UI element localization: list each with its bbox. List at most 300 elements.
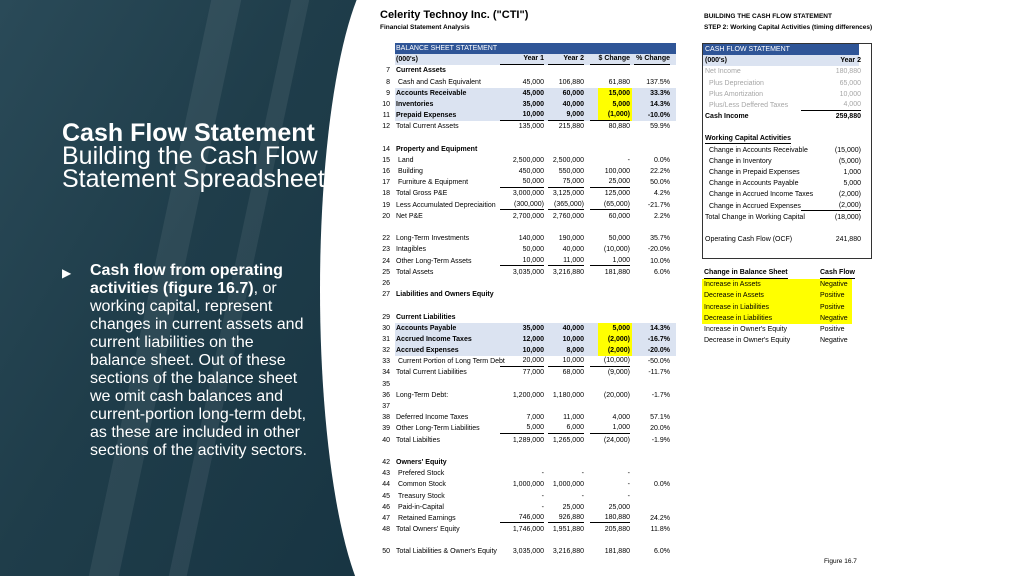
row-label: Cash and Cash Equivalent xyxy=(398,78,481,86)
table-row xyxy=(380,401,680,412)
cash-flow-label: Cash Income xyxy=(705,113,749,121)
row-number: 46 xyxy=(382,503,390,511)
table-row xyxy=(380,65,680,76)
cell-year1: 3,035,000 xyxy=(512,268,544,276)
cell-dollar-change: 205,880 xyxy=(604,526,630,534)
cell-year2: 3,125,000 xyxy=(552,190,584,198)
cash-flow-value: 10,000 xyxy=(839,90,861,98)
cash-flow-row xyxy=(703,145,871,156)
table-row xyxy=(380,300,680,311)
change-table-header xyxy=(702,268,862,279)
cash-flow-row xyxy=(703,212,871,223)
cell-dollar-change: (9,000) xyxy=(607,369,630,377)
table-row xyxy=(380,133,680,144)
row-label: Prefered Stock xyxy=(398,470,445,478)
cell-dollar-change: 4,000 xyxy=(612,414,630,422)
row-number: 10 xyxy=(382,100,390,108)
cell-dollar-change: (20,000) xyxy=(603,391,630,399)
cash-flow-value: 4,000 xyxy=(801,100,861,111)
cell-percent-change: -1.7% xyxy=(651,391,670,399)
row-number: 32 xyxy=(382,347,390,355)
balance-sheet-columns-row xyxy=(380,54,680,65)
change-table-row xyxy=(702,324,862,335)
cell-dollar-change: (2,000) xyxy=(607,347,630,355)
cell-percent-change: 11.8% xyxy=(650,526,670,534)
cell-year2: 3,216,880 xyxy=(552,268,584,276)
cell-year1: 450,000 xyxy=(518,168,544,176)
table-row xyxy=(380,222,680,233)
table-row xyxy=(380,412,680,423)
row-number: 9 xyxy=(386,89,390,97)
row-number: 12 xyxy=(382,123,390,131)
cash-flow-row xyxy=(703,189,871,200)
cell-year1: 1,000,000 xyxy=(512,481,544,489)
change-table-row xyxy=(702,313,862,324)
cell-dollar-change: 125,000 xyxy=(604,190,630,198)
cell-year2: 10,000 xyxy=(548,356,584,367)
row-number: 11 xyxy=(382,112,390,120)
row-label: Long-Term Investments xyxy=(396,235,470,243)
cf-col-year2: Year 2 xyxy=(840,57,861,65)
cell-dollar-change: 25,000 xyxy=(590,177,630,188)
bullet-text xyxy=(90,262,312,460)
change-table-row xyxy=(702,290,862,301)
cash-flow-value: (18,000) xyxy=(834,213,861,221)
table-row xyxy=(380,233,680,244)
table-row xyxy=(380,502,680,513)
cell-dollar-change: 5,000 xyxy=(612,324,630,332)
cash-flow-value: 65,000 xyxy=(839,79,861,87)
table-row xyxy=(380,390,680,401)
table-row xyxy=(380,121,680,132)
bullet-rest: , or working capital, represent changes in current assets and current liabilities on the balance sheet. Out of these sections of the balance sheet we omit cash balances and current-portion long-term debt, as these are included in other sections of the activity sectors. xyxy=(90,280,307,459)
balance-change-label: Decrease in Liabilities xyxy=(704,314,773,322)
cell-year1: 35,000 xyxy=(522,324,544,332)
table-row xyxy=(380,88,680,99)
balance-change-label: Increase in Assets xyxy=(704,281,761,289)
cell-percent-change: 0.0% xyxy=(654,156,670,164)
row-number: 36 xyxy=(382,391,390,399)
row-number: 39 xyxy=(382,425,390,433)
row-label: Treasury Stock xyxy=(398,492,445,500)
row-label: Other Long-Term Liabilities xyxy=(396,425,480,433)
cash-flow-effect: Positive xyxy=(820,303,845,311)
cell-year1: 7,000 xyxy=(526,414,544,422)
row-label: Current Liabilities xyxy=(396,313,456,321)
table-row xyxy=(380,334,680,345)
table-row xyxy=(380,256,680,267)
table-row xyxy=(380,166,680,177)
cell-year1: 10,000 xyxy=(500,256,544,267)
cell-year2: 40,000 xyxy=(562,246,584,254)
bullet-bold: Cash flow from operating activities (figure 16.7) xyxy=(90,262,283,297)
cell-dollar-change: 181,880 xyxy=(604,548,630,556)
panel-curve xyxy=(320,0,385,576)
row-number: 48 xyxy=(382,526,390,534)
table-row xyxy=(380,535,680,546)
cell-percent-change: -10.0% xyxy=(647,112,670,120)
cash-flow-label: Operating Cash Flow (OCF) xyxy=(705,236,793,244)
cash-flow-columns-row xyxy=(703,55,871,66)
row-number: 14 xyxy=(382,145,390,153)
cash-flow-build-step: STEP 2: Working Capital Activities (timing differences) xyxy=(704,24,873,31)
row-label: Current Assets xyxy=(396,67,446,75)
cell-year2: - xyxy=(581,470,584,478)
row-label: Less Accumulated Depreciaition xyxy=(396,201,496,209)
cf-units-label: (000's) xyxy=(705,57,727,65)
cell-year1: (300,000) xyxy=(500,200,544,211)
cell-year2: 926,880 xyxy=(548,513,584,524)
cell-percent-change: -50.0% xyxy=(647,358,670,366)
table-row xyxy=(380,289,680,300)
row-number: 42 xyxy=(382,458,390,466)
cell-dollar-change: (24,000) xyxy=(603,436,630,444)
cash-flow-row xyxy=(703,156,871,167)
cell-dollar-change: 25,000 xyxy=(608,503,630,511)
cell-percent-change: 35.7% xyxy=(650,235,670,243)
change-table-h1: Change in Balance Sheet xyxy=(704,268,788,279)
row-label: Land xyxy=(398,156,414,164)
cell-dollar-change: (2,000) xyxy=(607,335,630,343)
cash-flow-label: Working Capital Activities xyxy=(705,134,791,145)
cell-year2: 215,880 xyxy=(558,123,584,131)
cell-year1: 1,746,000 xyxy=(512,526,544,534)
table-row xyxy=(380,155,680,166)
table-row xyxy=(380,200,680,211)
table-row xyxy=(380,345,680,356)
row-label: Total Assets xyxy=(396,268,434,276)
cash-flow-row xyxy=(703,223,871,234)
table-row xyxy=(380,77,680,88)
cell-year2: 550,000 xyxy=(558,168,584,176)
table-row xyxy=(380,367,680,378)
balance-change-label: Decrease in Assets xyxy=(704,292,764,300)
table-row xyxy=(380,468,680,479)
cash-flow-effect: Negative xyxy=(820,337,848,345)
cash-flow-statement-box xyxy=(702,43,872,259)
change-table-h2: Cash Flow xyxy=(820,268,855,279)
balance-sheet-table xyxy=(380,43,680,558)
row-label: Long-Term Debt: xyxy=(396,391,449,399)
row-label: Total Liabilties xyxy=(396,436,440,444)
cell-year1: 2,700,000 xyxy=(512,212,544,220)
cash-flow-header-row xyxy=(703,44,871,55)
balance-change-label: Decrease in Owner's Equity xyxy=(704,337,791,345)
cell-percent-change: 6.0% xyxy=(654,268,670,276)
row-number: 7 xyxy=(386,67,390,75)
row-label: Current Portion of Long Term Debt xyxy=(398,358,505,366)
row-number: 35 xyxy=(382,380,390,388)
cell-percent-change: 33.3% xyxy=(650,89,670,97)
cell-dollar-change: 61,880 xyxy=(608,78,630,86)
cash-flow-label: Plus/Less Deffered Taxes xyxy=(709,101,789,109)
row-label: Accounts Receivable xyxy=(396,89,467,97)
row-number: 27 xyxy=(382,291,390,299)
change-table-row xyxy=(702,335,862,346)
cell-percent-change: 50.0% xyxy=(650,179,670,187)
cell-percent-change: 137.5% xyxy=(646,78,670,86)
figure-label: Figure 16.7 xyxy=(824,558,857,565)
cash-flow-label: Total Change in Working Capital xyxy=(705,213,805,221)
row-number: 26 xyxy=(382,279,390,287)
cash-flow-row xyxy=(703,89,871,100)
cell-dollar-change: 100,000 xyxy=(604,168,630,176)
cash-flow-row xyxy=(703,66,871,77)
row-number: 29 xyxy=(382,313,390,321)
cell-percent-change: -21.7% xyxy=(647,201,670,209)
cash-flow-value: 241,880 xyxy=(835,236,861,244)
cell-year2: 11,000 xyxy=(563,414,584,422)
cell-dollar-change: (65,000) xyxy=(590,200,630,211)
cash-flow-label: Change in Prepaid Expenses xyxy=(709,169,800,177)
row-number: 50 xyxy=(382,548,390,556)
col-year2: Year 2 xyxy=(548,54,584,65)
row-label: Accrued Expenses xyxy=(396,347,459,355)
cell-year2: 2,500,000 xyxy=(552,156,584,164)
cash-flow-value: 1,000 xyxy=(843,169,861,177)
row-label: Paid-in-Capital xyxy=(398,503,444,511)
row-number: 38 xyxy=(382,414,390,422)
cell-year2: 2,760,000 xyxy=(552,212,584,220)
row-label: Total Current Assets xyxy=(396,123,459,131)
cash-flow-label: Change in Accrued Expenses xyxy=(709,202,801,210)
row-number: 40 xyxy=(382,436,390,444)
row-label: Inventories xyxy=(396,100,434,108)
cell-year1: 20,000 xyxy=(500,356,544,367)
cell-year1: - xyxy=(541,470,544,478)
cell-year2: 75,000 xyxy=(548,177,584,188)
row-number: 20 xyxy=(382,212,390,220)
cash-flow-label: Change in Accounts Receivable xyxy=(709,146,808,154)
cell-dollar-change: 181,880 xyxy=(604,268,630,276)
table-row xyxy=(380,423,680,434)
balance-change-label: Increase in Owner's Equity xyxy=(704,325,788,333)
row-label: Liabilities and Owners Equity xyxy=(396,291,494,299)
cash-flow-row xyxy=(703,234,871,245)
table-row xyxy=(380,99,680,110)
cell-dollar-change: - xyxy=(627,470,630,478)
cell-year1: 77,000 xyxy=(522,369,544,377)
change-table-rows xyxy=(702,279,862,346)
cell-year2: 11,000 xyxy=(548,256,584,267)
cash-flow-row xyxy=(703,78,871,89)
cell-year1: 35,000 xyxy=(522,100,544,108)
cell-percent-change: -1.9% xyxy=(651,436,670,444)
cell-year2: 60,000 xyxy=(562,89,584,97)
cell-dollar-change: 1,000 xyxy=(590,256,630,267)
cell-year1: 45,000 xyxy=(522,78,544,86)
row-label: Accounts Payable xyxy=(396,324,457,332)
row-label: Net P&E xyxy=(396,212,423,220)
cash-flow-value: 5,000 xyxy=(843,180,861,188)
cell-year1: 45,000 xyxy=(522,89,544,97)
cash-flow-label: Plus Depreciation xyxy=(709,79,764,87)
slide-title xyxy=(62,119,342,193)
cash-flow-rows xyxy=(703,66,871,245)
cash-flow-value: (2,000) xyxy=(838,191,861,199)
cell-year1: 1,289,000 xyxy=(512,436,544,444)
row-number: 30 xyxy=(382,324,390,332)
cash-flow-row xyxy=(703,100,871,111)
cell-year1: 10,000 xyxy=(500,110,544,121)
cell-year2: 8,000 xyxy=(566,347,584,355)
cell-percent-change: 4.2% xyxy=(654,190,670,198)
change-in-balance-sheet-table xyxy=(702,268,862,346)
cell-dollar-change: 180,880 xyxy=(590,513,630,524)
table-row xyxy=(380,435,680,446)
units-label: (000's) xyxy=(396,56,418,64)
cell-dollar-change: 1,000 xyxy=(590,423,630,434)
table-row xyxy=(380,356,680,367)
row-number: 34 xyxy=(382,369,390,377)
cash-flow-value: 259,880 xyxy=(835,113,861,121)
cell-percent-change: -11.7% xyxy=(648,369,670,377)
row-label: Other Long-Term Assets xyxy=(396,257,472,265)
cell-year2: 3,216,880 xyxy=(552,548,584,556)
cell-percent-change: -20.0% xyxy=(647,347,670,355)
cash-flow-effect: Positive xyxy=(820,325,845,333)
cell-percent-change: 14.3% xyxy=(650,100,670,108)
row-label: Total Owners' Equity xyxy=(396,526,460,534)
row-number: 47 xyxy=(382,514,390,522)
cell-year1: 3,000,000 xyxy=(512,190,544,198)
cell-year2: (365,000) xyxy=(548,200,584,211)
bullet-point xyxy=(62,262,312,460)
cell-dollar-change: - xyxy=(627,481,630,489)
change-table-row xyxy=(702,302,862,313)
cash-flow-label: Change in Accounts Payable xyxy=(709,180,799,188)
cell-percent-change: 6.0% xyxy=(654,548,670,556)
cell-year2: 10,000 xyxy=(562,335,584,343)
cell-year2: 9,000 xyxy=(548,110,584,121)
cell-year1: 746,000 xyxy=(500,513,544,524)
arrow-bullet-icon: ▶ xyxy=(62,266,72,280)
table-row xyxy=(380,457,680,468)
cell-year1: 140,000 xyxy=(518,235,544,243)
row-label: Building xyxy=(398,168,423,176)
cash-flow-row xyxy=(703,134,871,145)
table-row xyxy=(380,524,680,535)
cash-flow-row xyxy=(703,167,871,178)
cell-percent-change: 59.9% xyxy=(650,123,670,131)
balance-sheet-header: BALANCE SHEET STATEMENT xyxy=(396,45,498,52)
cash-flow-value: 180,880 xyxy=(835,68,861,76)
cash-flow-row xyxy=(703,201,871,212)
table-row xyxy=(380,110,680,121)
cell-year1: 10,000 xyxy=(522,347,544,355)
cell-year1: 5,000 xyxy=(500,423,544,434)
row-label: Accrued Income Taxes xyxy=(396,335,472,343)
cash-flow-effect: Negative xyxy=(820,281,848,289)
cell-percent-change: 14.3% xyxy=(650,324,670,332)
row-label: Prepaid Expenses xyxy=(396,112,457,120)
cell-dollar-change: (10,000) xyxy=(590,356,630,367)
cell-percent-change: -20.0% xyxy=(647,246,670,254)
cash-flow-label: Change in Accrued Income Taxes xyxy=(709,191,814,199)
cell-year1: 50,000 xyxy=(522,246,544,254)
cell-dollar-change: (1,000) xyxy=(590,110,630,121)
row-label: Total Current Liabilities xyxy=(396,369,467,377)
cell-percent-change: 0.0% xyxy=(654,481,670,489)
cell-dollar-change: - xyxy=(627,492,630,500)
table-row xyxy=(380,513,680,524)
cell-year2: 1,000,000 xyxy=(552,481,584,489)
cash-flow-value: (2,000) xyxy=(801,201,861,212)
cell-dollar-change: 80,880 xyxy=(608,123,630,131)
cash-flow-row xyxy=(703,178,871,189)
cell-year1: - xyxy=(541,503,544,511)
cash-flow-row xyxy=(703,122,871,133)
table-row xyxy=(380,491,680,502)
cell-dollar-change: 50,000 xyxy=(608,235,630,243)
cell-dollar-change: - xyxy=(627,156,630,164)
row-label: Property and Equipment xyxy=(396,145,478,153)
cell-year2: 1,265,000 xyxy=(552,436,584,444)
cell-year2: - xyxy=(581,492,584,500)
cell-dollar-change: 60,000 xyxy=(608,212,630,220)
table-row xyxy=(380,546,680,557)
table-row xyxy=(380,244,680,255)
cash-flow-label: Plus Amortization xyxy=(709,90,764,98)
cell-percent-change: 22.2% xyxy=(650,168,670,176)
company-subtitle: Financial Statement Analysis xyxy=(380,24,470,31)
cell-year1: 2,500,000 xyxy=(512,156,544,164)
col-percent-change: % Change xyxy=(634,54,670,65)
row-number: 15 xyxy=(382,156,390,164)
balance-change-label: Increase in Liabilities xyxy=(704,303,769,311)
row-label: Intagibles xyxy=(396,246,426,254)
table-row xyxy=(380,379,680,390)
row-number: 8 xyxy=(386,78,390,86)
cash-flow-effect: Positive xyxy=(820,292,845,300)
table-row xyxy=(380,177,680,188)
cell-year2: 68,000 xyxy=(562,369,584,377)
row-number: 22 xyxy=(382,235,390,243)
table-row xyxy=(380,188,680,199)
cell-percent-change: 57.1% xyxy=(650,414,670,422)
table-row xyxy=(380,211,680,222)
cell-year2: 1,951,880 xyxy=(552,526,584,534)
cash-flow-label: Net Income xyxy=(705,68,741,76)
row-label: Common Stock xyxy=(398,481,446,489)
cell-year2: 1,180,000 xyxy=(552,391,584,399)
cell-year1: 3,035,000 xyxy=(512,548,544,556)
table-row xyxy=(380,267,680,278)
row-number: 17 xyxy=(382,179,390,187)
table-row xyxy=(380,323,680,334)
row-number: 44 xyxy=(382,481,390,489)
cell-percent-change: -16.7% xyxy=(647,335,670,343)
table-row xyxy=(380,479,680,490)
row-label: Total Gross P&E xyxy=(396,190,448,198)
table-row xyxy=(380,446,680,457)
row-number: 45 xyxy=(382,492,390,500)
cash-flow-value: (15,000) xyxy=(834,146,861,154)
change-table-row xyxy=(702,279,862,290)
row-number: 43 xyxy=(382,470,390,478)
cell-year1: 1,200,000 xyxy=(512,391,544,399)
cash-flow-row xyxy=(703,111,871,122)
cell-percent-change: 2.2% xyxy=(654,212,670,220)
row-label: Furniture & Equipment xyxy=(398,179,469,187)
cell-year1: 50,000 xyxy=(500,177,544,188)
cell-year2: 25,000 xyxy=(562,503,584,511)
cell-percent-change: 10.0% xyxy=(650,257,670,265)
cell-year2: 106,880 xyxy=(558,78,584,86)
cash-flow-value: (5,000) xyxy=(838,157,861,165)
table-row xyxy=(380,312,680,323)
slide-left-panel xyxy=(0,0,385,576)
